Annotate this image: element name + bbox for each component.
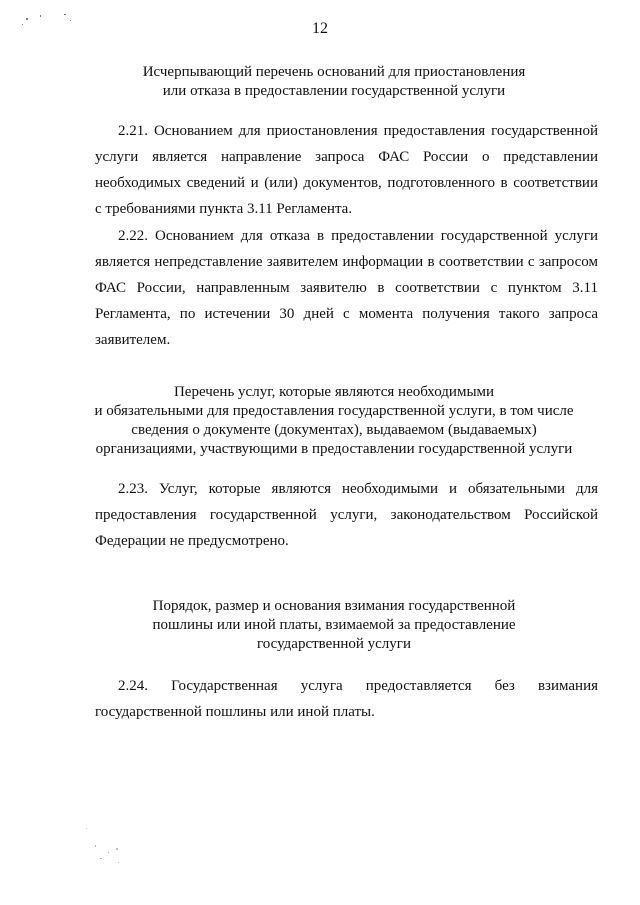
paragraph-line: предоставления государственной услуги, законодательством Российской: [95, 507, 598, 523]
paragraph-line: заявителем.: [95, 332, 171, 348]
paragraph-line: Федерации не предусмотрено.: [95, 533, 289, 549]
paragraph-line: 2.21. Основанием для приостановления предоставления государственной: [118, 123, 598, 139]
page-number: 12: [312, 20, 328, 37]
paragraph-line: с требованиями пункта 3.11 Регламента.: [95, 201, 353, 217]
heading-line: Исчерпывающий перечень оснований для приостановления: [142, 64, 526, 80]
scan-speck: [70, 20, 71, 21]
paragraph-line: услуги является направление запроса ФАС России о представлении: [95, 149, 598, 165]
section-heading-suspension-refusal: [60, 63, 608, 101]
paragraph-2-21: [95, 118, 598, 222]
scan-speck: [40, 15, 41, 17]
paragraph-2-24: [95, 673, 598, 725]
paragraph-line: является непредставление заявителем информации в соответствии с запросом: [95, 254, 598, 270]
paragraph-line: ФАС России, направленным заявителю в соответствии с пунктом 3.11: [95, 280, 598, 296]
paragraph-line: 2.24. Государственная услуга предоставляется без взимания: [118, 678, 598, 694]
scan-speck: [95, 845, 96, 847]
scan-speck: [26, 18, 28, 20]
scan-speck: [100, 858, 102, 859]
paragraph-2-22: [95, 223, 598, 353]
scan-speck: [64, 14, 66, 15]
paragraph-2-23: [95, 476, 598, 554]
heading-line: Перечень услуг, которые являются необходимыми: [173, 384, 495, 400]
heading-line: Порядок, размер и основания взимания государственной: [152, 598, 516, 614]
section-heading-necessary-services: [60, 383, 608, 459]
paragraph-line: необходимых сведений и (или) документов, подготовленного в соответствии: [95, 175, 598, 191]
scan-speck: [118, 862, 119, 863]
scan-speck: [22, 24, 23, 25]
paragraph-line: 2.23. Услуг, которые являются необходимыми и обязательными для: [118, 481, 598, 497]
heading-line: пошлины или иной платы, взимаемой за предоставление: [152, 617, 516, 633]
heading-line: организациями, участвующими в предоставлении государственной услуги: [95, 441, 573, 457]
heading-line: сведения о документе (документах), выдаваемом (выдаваемых): [131, 422, 537, 438]
scan-speck: [108, 852, 109, 853]
section-heading-state-fee: [60, 597, 608, 654]
paragraph-line: 2.22. Основанием для отказа в предоставлении государственной услуги: [118, 228, 598, 244]
heading-line: государственной услуги: [257, 636, 411, 652]
paragraph-line: государственной пошлины или иной платы.: [95, 704, 375, 720]
heading-line: и обязательными для предоставления государственной услуги, в том числе: [94, 403, 574, 419]
scan-speck: [116, 848, 118, 850]
heading-line: или отказа в предоставлении государственной услуги: [162, 83, 506, 99]
paragraph-line: Регламента, по истечении 30 дней с момента получения такого запроса: [95, 306, 598, 322]
scan-speck: [86, 828, 87, 829]
